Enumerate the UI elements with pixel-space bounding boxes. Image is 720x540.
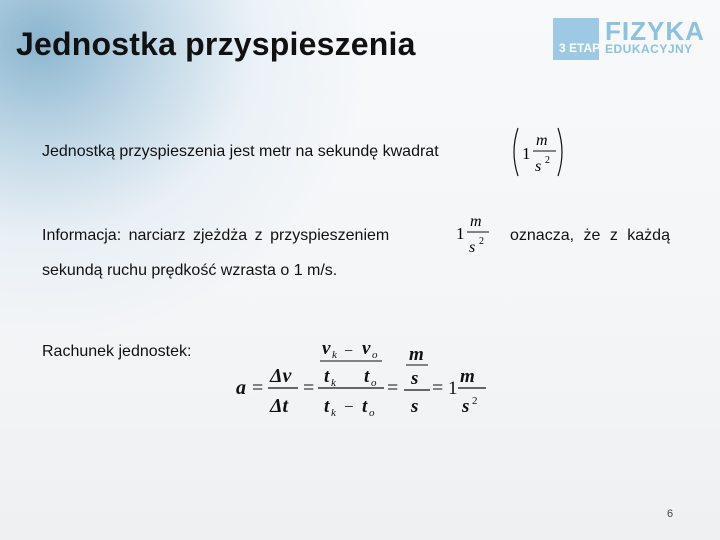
- tk-bottom-sub: k: [331, 407, 336, 419]
- minus-top: −: [344, 343, 354, 360]
- result-exp: 2: [472, 395, 478, 407]
- result-s: s: [462, 396, 470, 417]
- result-m: m: [460, 366, 475, 387]
- unit-s: s: [535, 158, 542, 175]
- unit-m: m: [536, 132, 548, 149]
- info-text-right: oznacza, że z każdą: [510, 227, 670, 244]
- vo-sub: o: [372, 349, 378, 361]
- equals-2: =: [303, 377, 315, 399]
- m-top: m: [409, 344, 424, 365]
- unit-calculation-label: Rachunek jednostek:: [42, 343, 192, 360]
- logo-subtitle: EDUKACYJNY: [605, 42, 693, 56]
- definition-text: Jednostką przyspieszenia jest metr na sekundę kwadrat: [42, 143, 439, 160]
- vk: v: [322, 338, 331, 359]
- vk-sub: k: [332, 349, 337, 361]
- s-bottom: s: [411, 396, 419, 417]
- unit-m: m: [470, 213, 482, 230]
- info-text-left: Informacja: narciarz zjeżdża z przyspieszeniem: [42, 227, 390, 244]
- equals-1: =: [252, 377, 264, 399]
- logo: [553, 10, 705, 60]
- unit-s: s: [469, 239, 476, 256]
- s-mid: s: [411, 368, 419, 389]
- unit-exp: 2: [545, 155, 550, 166]
- tk-top: t: [324, 366, 330, 387]
- left-paren: [514, 128, 518, 176]
- result-one: 1: [448, 378, 458, 399]
- minus-bottom: −: [344, 397, 354, 416]
- unit-formula-parenthesized: [508, 124, 568, 180]
- unit-one: 1: [456, 224, 465, 243]
- to-bottom-sub: o: [369, 407, 375, 419]
- tk-bottom: t: [324, 396, 330, 417]
- equals-3: =: [387, 377, 399, 399]
- unit-one: 1: [522, 144, 531, 163]
- tk-top-sub: k: [331, 377, 336, 389]
- symbol-a: a: [236, 377, 246, 399]
- unit-exp: 2: [479, 236, 484, 247]
- to-bottom: t: [362, 396, 368, 417]
- slide-title: Jednostka przyspieszenia: [16, 26, 416, 62]
- unit-formula-inline: [454, 210, 500, 258]
- unit-derivation-formula: [232, 334, 492, 426]
- logo-brand: FIZYKA: [605, 16, 705, 46]
- page-number: 6: [667, 508, 674, 520]
- delta-v: Δv: [270, 365, 292, 387]
- info-text-continuation: sekundą ruchu prędkość wzrasta o 1 m/s.: [42, 262, 338, 279]
- logo-badge-text: 3 ETAP: [559, 41, 601, 55]
- to-top-sub: o: [371, 377, 377, 389]
- delta-t: Δt: [270, 395, 289, 417]
- vo: v: [362, 338, 371, 359]
- right-paren: [558, 128, 562, 176]
- equals-4: =: [432, 377, 444, 399]
- to-top: t: [364, 366, 370, 387]
